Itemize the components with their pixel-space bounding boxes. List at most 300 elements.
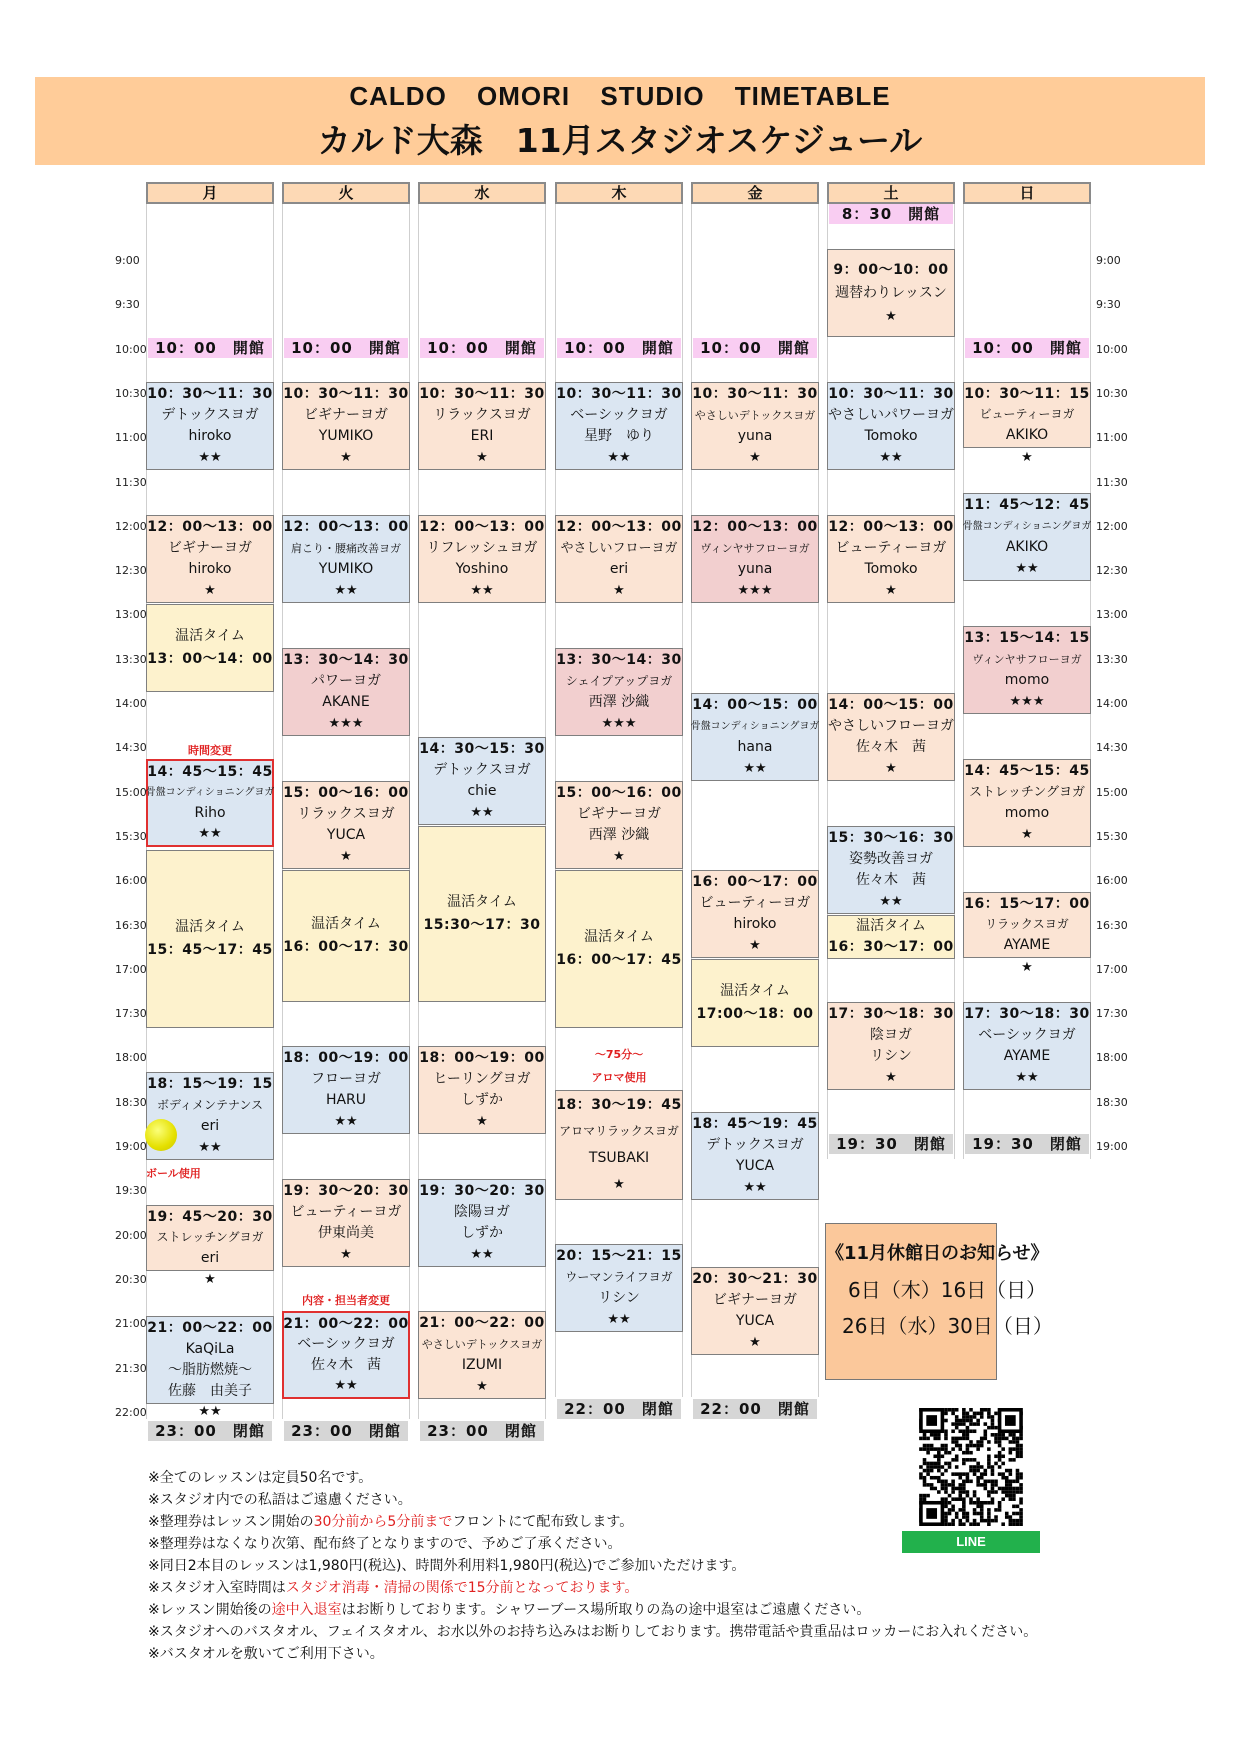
class-instructor: 佐々木 茜 xyxy=(311,1356,381,1373)
note-line: ※全てのレッスンは定員50名です。 xyxy=(148,1470,373,1486)
class-stars: ★ xyxy=(613,1177,625,1193)
class-time: 14：30～15：30 xyxy=(419,741,545,757)
class-time: 21：00～22：00 xyxy=(283,1315,409,1332)
title-japanese: カルド大森 11月スタジオスケジュール xyxy=(317,121,923,160)
time-label: 12:30 xyxy=(1096,564,1128,578)
class-stars: ★★ xyxy=(743,1180,767,1195)
time-label: 13:30 xyxy=(115,652,147,666)
class-time: 16：15～17：00 xyxy=(964,895,1090,912)
class-instructor: yuna xyxy=(737,428,773,444)
warm-time-block xyxy=(282,870,410,1002)
class-card[interactable] xyxy=(418,1311,546,1399)
class-name: デトックスヨガ xyxy=(706,1137,804,1153)
class-stars: ★★ xyxy=(198,1140,222,1155)
class-card[interactable] xyxy=(418,382,546,470)
class-subtitle: ～脂肪燃焼～ xyxy=(168,1362,252,1378)
class-instructor: Tomoko xyxy=(864,561,918,577)
time-label: 10:00 xyxy=(115,342,147,356)
class-card[interactable] xyxy=(282,648,410,736)
class-instructor: AKIKO xyxy=(1005,427,1049,444)
class-time: 15：30～16：30 xyxy=(828,830,954,846)
warm-time-label: 温活タイム xyxy=(175,919,245,935)
class-instructor: リシン xyxy=(870,1048,912,1064)
class-time: 10：30～11：30 xyxy=(419,386,545,402)
class-stars: ★ xyxy=(749,938,761,953)
class-stars: ★ xyxy=(476,450,488,465)
class-card[interactable] xyxy=(418,515,546,603)
class-stars: ★ xyxy=(885,308,897,324)
time-label: 16:00 xyxy=(1096,874,1128,888)
class-card[interactable] xyxy=(691,1112,819,1200)
class-stars: ★★ xyxy=(1015,1070,1039,1085)
time-label: 17:30 xyxy=(115,1007,147,1021)
class-card[interactable] xyxy=(282,515,410,603)
time-label: 16:00 xyxy=(115,874,147,888)
warm-time-label: 温活タイム xyxy=(311,916,381,932)
class-name: 骨盤コンディショニングヨガ xyxy=(962,521,1092,532)
class-time: 10：30～11：30 xyxy=(828,386,954,402)
class-stars: ★ xyxy=(885,583,897,598)
class-instructor: AYAME xyxy=(1003,1048,1051,1064)
class-stars: ★ xyxy=(613,583,625,598)
time-label: 12:00 xyxy=(1096,519,1128,533)
class-name: やさしいデトックスヨガ xyxy=(421,1338,543,1351)
notes-section xyxy=(148,1467,1037,1665)
class-instructor: TSUBAKI xyxy=(588,1149,650,1166)
class-instructor: Yoshino xyxy=(455,561,509,577)
class-card[interactable] xyxy=(963,1002,1091,1090)
class-card[interactable] xyxy=(963,493,1091,581)
time-label: 10:30 xyxy=(115,386,147,400)
class-instructor: hiroko xyxy=(188,428,232,444)
note-line: ※整理券はレッスン開始の30分前から5分前までフロントにて配布致します。 xyxy=(148,1514,634,1530)
class-instructor: hiroko xyxy=(733,916,777,932)
class-name: 陰陽ヨガ xyxy=(454,1204,510,1220)
notice-line-1: 6日（木）16日（日） xyxy=(848,1278,1047,1302)
day-header-fri: 金 xyxy=(691,182,819,204)
class-time: 15：00～16：00 xyxy=(283,785,409,801)
mon-close-tag: 23：00 閉館 xyxy=(148,1421,272,1441)
class-stars: ★★ xyxy=(198,1404,222,1419)
class-card[interactable] xyxy=(963,759,1091,847)
time-label: 13:30 xyxy=(1096,652,1128,666)
class-name: 姿勢改善ヨガ xyxy=(849,851,933,867)
class-instructor: 星野 ゆり xyxy=(584,428,654,444)
thu-open-tag: 10：00 開館 xyxy=(557,338,681,358)
class-time: 18：00～19：00 xyxy=(283,1050,409,1066)
class-name: ベーシックヨガ xyxy=(570,407,668,423)
class-card[interactable] xyxy=(691,693,819,781)
class-stars: ★ xyxy=(885,1070,897,1085)
class-time: 16：00～17：00 xyxy=(692,874,818,890)
fri-close-tag: 22：00 閉館 xyxy=(693,1399,817,1419)
class-name: リラックスヨガ xyxy=(433,407,531,423)
class-instructor: IZUMI xyxy=(461,1357,503,1373)
class-stars: ★ xyxy=(204,583,216,598)
class-time: 14：45～15：45 xyxy=(147,763,273,780)
class-card[interactable] xyxy=(555,1244,683,1332)
thu-close-tag: 22：00 閉館 xyxy=(557,1399,681,1419)
class-instructor: hana xyxy=(737,739,773,755)
warm-time-block xyxy=(146,850,274,1028)
class-name: ストレッチングヨガ xyxy=(156,1230,264,1245)
class-card[interactable] xyxy=(963,626,1091,714)
class-card[interactable] xyxy=(827,826,955,914)
class-card[interactable] xyxy=(555,781,683,869)
time-label: 9:00 xyxy=(1096,254,1121,267)
class-instructor: hiroko xyxy=(188,561,232,577)
class-time: 17：30～18：30 xyxy=(964,1006,1090,1022)
class-stars: ★ xyxy=(1021,960,1033,975)
class-time: 10：30～11：30 xyxy=(147,386,273,402)
time-label: 15:30 xyxy=(115,829,147,843)
class-name: ボディメンテナンス xyxy=(156,1098,264,1112)
class-instructor: YUMIKO xyxy=(318,428,374,444)
line-button[interactable]: LINE xyxy=(902,1531,1040,1553)
warm-time-range: 17:00～18：00 xyxy=(696,1006,814,1022)
warm-time-range: 16：30～17：00 xyxy=(828,939,954,955)
class-instructor: 佐藤 由美子 xyxy=(168,1383,252,1399)
class-name: ビューティーヨガ xyxy=(699,895,811,911)
class-instructor: Riho xyxy=(194,804,226,821)
warm-time-label: 温活タイム xyxy=(175,628,245,644)
class-instructor: AKANE xyxy=(322,694,370,710)
class-card[interactable] xyxy=(555,515,683,603)
sat-close-tag: 19：30 閉館 xyxy=(829,1134,953,1154)
header-banner xyxy=(35,77,1205,165)
time-label: 17:00 xyxy=(115,962,147,976)
class-name: ビギナーヨガ xyxy=(577,806,661,822)
time-label: 21:30 xyxy=(115,1361,147,1375)
class-card[interactable] xyxy=(282,1311,410,1399)
sun-open-tag: 10：00 開館 xyxy=(965,338,1089,358)
class-card[interactable] xyxy=(282,382,410,470)
notice-line-2: 26日（水）30日（日） xyxy=(842,1314,1053,1338)
class-card[interactable] xyxy=(691,515,819,603)
class-card[interactable] xyxy=(827,693,955,781)
class-stars: ★ xyxy=(749,450,761,465)
time-label: 10:30 xyxy=(1096,386,1128,400)
time-label: 21:00 xyxy=(115,1317,147,1331)
warm-time-block xyxy=(691,959,819,1047)
time-label: 16:30 xyxy=(1096,918,1128,932)
class-name: リフレッシュヨガ xyxy=(426,540,538,556)
class-stars: ★ xyxy=(340,450,352,465)
time-label: 9:00 xyxy=(115,254,140,267)
time-label: 12:00 xyxy=(115,519,147,533)
class-instructor: リシン xyxy=(598,1290,640,1306)
time-label: 17:00 xyxy=(1096,962,1128,976)
class-time: 9：00～10：00 xyxy=(833,261,949,278)
class-instructor: eri xyxy=(200,1118,220,1134)
day-header-mon: 月 xyxy=(146,182,274,204)
class-instructor: HARU xyxy=(325,1092,367,1108)
class-name: ビギナーヨガ xyxy=(304,407,388,423)
class-card[interactable] xyxy=(146,759,274,847)
day-header-sun: 日 xyxy=(963,182,1091,204)
class-card[interactable] xyxy=(282,781,410,869)
class-stars: ★ xyxy=(613,849,625,864)
class-stars: ★★ xyxy=(879,894,903,909)
class-time: 13：30～14：30 xyxy=(556,652,682,668)
time-label: 10:00 xyxy=(1096,342,1128,356)
time-label: 18:00 xyxy=(115,1051,147,1065)
class-instructor: eri xyxy=(609,561,629,577)
class-name: ベーシックヨガ xyxy=(978,1027,1076,1043)
class-time: 21：00～22：00 xyxy=(419,1315,545,1331)
class-card[interactable] xyxy=(555,1090,683,1200)
class-time: 12：00～13：00 xyxy=(692,519,818,535)
class-name: KaQiLa xyxy=(185,1341,235,1357)
day-header-thu: 木 xyxy=(555,182,683,204)
class-time: 12：00～13：00 xyxy=(556,519,682,535)
class-time: 10：30～11：30 xyxy=(283,386,409,402)
day-header-tue: 火 xyxy=(282,182,410,204)
class-time: 14：00～15：00 xyxy=(828,697,954,713)
time-label: 11:00 xyxy=(1096,431,1128,445)
class-stars: ★★ xyxy=(1015,561,1039,576)
warm-time-label: 温活タイム xyxy=(447,894,517,910)
class-time: 12：00～13：00 xyxy=(419,519,545,535)
time-label: 18:00 xyxy=(1096,1051,1128,1065)
class-name: デトックスヨガ xyxy=(433,762,531,778)
class-name: ストレッチングヨガ xyxy=(969,785,1085,800)
note-line: ※スタジオへのバスタオル、フェイスタオル、お水以外のお持ち込みはお断りしております。携帯電話や貴重品はロッカーにお入れください。 xyxy=(148,1624,1038,1640)
class-time: 12：00～13：00 xyxy=(147,519,273,535)
closure-notice xyxy=(825,1223,1053,1380)
class-instructor: momo xyxy=(1004,805,1050,821)
class-stars: ★ xyxy=(476,1114,488,1129)
class-card[interactable] xyxy=(827,249,955,337)
class-card[interactable] xyxy=(827,382,955,470)
note-line: ※整理券はなくなり次第、配布終了となりますので、予めご了承ください。 xyxy=(148,1536,622,1552)
notice-title: 《11月休館日のお知らせ》 xyxy=(826,1243,1049,1264)
class-name: ヴィンヤサフローヨガ xyxy=(972,653,1082,666)
ball-icon xyxy=(145,1119,177,1151)
warm-time-label: 温活タイム xyxy=(856,918,926,934)
class-card[interactable] xyxy=(827,1002,955,1090)
time-label: 11:00 xyxy=(115,431,147,445)
class-time: 14：00～15：00 xyxy=(692,697,818,713)
class-stars: ★ xyxy=(1021,450,1033,465)
warm-time-block xyxy=(555,870,683,1028)
class-name: ベーシックヨガ xyxy=(297,1336,395,1353)
time-label: 14:30 xyxy=(1096,741,1128,755)
class-instructor: YUCA xyxy=(735,1158,775,1174)
class-card[interactable] xyxy=(146,382,274,470)
class-card[interactable] xyxy=(555,648,683,736)
class-time: 20：30～21：30 xyxy=(692,1271,818,1287)
time-label: 9:30 xyxy=(115,298,140,312)
class-card[interactable] xyxy=(963,382,1091,448)
class-name: ビューティーヨガ xyxy=(835,540,947,556)
class-name: ビューティーヨガ xyxy=(290,1204,402,1220)
time-label: 22:00 xyxy=(115,1405,147,1419)
class-stars: ★ xyxy=(340,1247,352,1262)
class-instructor: AKIKO xyxy=(1005,539,1049,555)
class-instructor: YUCA xyxy=(735,1313,775,1329)
wed-open-tag: 10：00 開館 xyxy=(420,338,544,358)
class-stars: ★★ xyxy=(607,1312,631,1327)
class-stars: ★★★ xyxy=(601,716,637,731)
class-time: 11：45～12：45 xyxy=(964,497,1090,513)
class-instructor: しずか xyxy=(461,1225,503,1241)
note-line: ※スタジオ内での私語はご遠慮ください。 xyxy=(148,1492,412,1508)
class-card[interactable] xyxy=(282,1179,410,1267)
class-name: ビューティーヨガ xyxy=(979,407,1075,422)
class-name: やさしいデトックスヨガ xyxy=(694,409,816,422)
class-card[interactable] xyxy=(146,515,274,603)
class-name: 骨盤コンディショニングヨガ xyxy=(145,787,275,799)
mon-open-tag: 10：00 開館 xyxy=(148,338,272,358)
time-label: 17:30 xyxy=(1096,1007,1128,1021)
class-stars: ★★ xyxy=(470,583,494,598)
class-time: 18：15～19：15 xyxy=(147,1076,273,1092)
class-instructor: しずか xyxy=(461,1092,503,1108)
class-time: 10：30～11：30 xyxy=(692,386,818,402)
time-label: 12:30 xyxy=(115,564,147,578)
class-name: やさしいフローヨガ xyxy=(828,718,954,734)
class-card[interactable] xyxy=(418,1046,546,1134)
warm-time-range: 16：00～17：30 xyxy=(283,939,409,955)
class-name: 肩こり・腰痛改善ヨガ xyxy=(291,542,401,555)
warm-time-block xyxy=(418,826,546,1002)
class-time: 19：45～20：30 xyxy=(147,1208,273,1225)
class-card[interactable] xyxy=(146,1205,274,1271)
class-instructor: 西澤 沙織 xyxy=(588,827,650,843)
day-header-wed: 水 xyxy=(418,182,546,204)
time-label: 16:30 xyxy=(115,918,147,932)
class-stars: ★★ xyxy=(743,761,767,776)
time-label: 13:00 xyxy=(1096,608,1128,622)
class-name: やさしいフローヨガ xyxy=(560,541,678,556)
class-name: ビギナーヨガ xyxy=(713,1292,797,1308)
warm-time-block xyxy=(827,915,955,959)
class-card[interactable] xyxy=(555,382,683,470)
class-card[interactable] xyxy=(963,892,1091,958)
class-instructor: yuna xyxy=(737,561,773,577)
note-highlight: 途中入退室 xyxy=(271,1602,342,1618)
class-stars: ★ xyxy=(749,1335,761,1350)
class-name: パワーヨガ xyxy=(311,673,381,689)
title-english: CALDO OMORI STUDIO TIMETABLE xyxy=(349,81,891,111)
class-instructor: YUCA xyxy=(326,827,366,843)
time-label: 9:30 xyxy=(1096,298,1121,312)
class-time: 19：30～20：30 xyxy=(283,1183,409,1199)
class-time: 10：30～11：15 xyxy=(964,385,1090,402)
class-name: ウーマンライフヨガ xyxy=(565,1270,673,1284)
ball-note: ボール使用 xyxy=(146,1167,201,1180)
class-stars: ★★★ xyxy=(737,583,773,598)
class-time: 10：30～11：30 xyxy=(556,386,682,402)
class-name: ビギナーヨガ xyxy=(168,540,252,556)
class-card[interactable] xyxy=(691,1267,819,1355)
time-change-note: 時間変更 xyxy=(188,744,232,757)
class-time: 18：45～19：45 xyxy=(692,1116,818,1132)
time-label: 14:00 xyxy=(115,697,147,710)
class-instructor: ERI xyxy=(470,428,494,444)
class-time: 18：30～19：45 xyxy=(556,1096,682,1113)
class-instructor: 佐々木 茜 xyxy=(856,872,926,888)
class-card[interactable] xyxy=(827,515,955,603)
class-card[interactable] xyxy=(146,1316,274,1404)
class-name: フローヨガ xyxy=(311,1071,381,1087)
wed-close-tag: 23：00 閉館 xyxy=(420,1421,544,1441)
class-card[interactable] xyxy=(691,382,819,470)
class-instructor: 伊東尚美 xyxy=(318,1225,374,1241)
class-instructor: eri xyxy=(200,1250,220,1267)
sat-open-tag: 8：30 開館 xyxy=(829,204,953,224)
time-label: 14:00 xyxy=(1096,697,1128,710)
time-label: 15:00 xyxy=(115,785,147,799)
class-stars: ★★ xyxy=(470,1247,494,1262)
class-card[interactable] xyxy=(691,870,819,958)
class-stars: ★★ xyxy=(334,1114,358,1129)
class-stars: ★★ xyxy=(879,450,903,465)
tue-close-tag: 23：00 閉館 xyxy=(284,1421,408,1441)
class-stars: ★ xyxy=(1021,827,1033,842)
class-time: 12：00～13：00 xyxy=(283,519,409,535)
time-label: 19:30 xyxy=(115,1184,147,1198)
class-card[interactable] xyxy=(418,1179,546,1267)
time-label: 15:30 xyxy=(1096,829,1128,843)
class-card[interactable] xyxy=(418,737,546,825)
note-highlight: 30分前から5分前まで xyxy=(313,1514,453,1530)
class-name: ヴィンヤサフローヨガ xyxy=(700,542,810,555)
class-stars: ★★★ xyxy=(328,716,364,731)
class-instructor: Tomoko xyxy=(864,428,918,444)
duration-note: ～75分～ xyxy=(594,1048,644,1061)
class-name: デトックスヨガ xyxy=(161,407,259,423)
note-line: ※同日2本目のレッスンは1,980円(税込)、時間外利用料1,980円(税込)でご参加いただけます。 xyxy=(148,1558,746,1574)
class-instructor: 佐々木 茜 xyxy=(856,739,926,755)
time-label: 20:00 xyxy=(115,1228,147,1242)
class-instructor: AYAME xyxy=(1003,937,1051,954)
class-name: リラックスヨガ xyxy=(985,917,1069,932)
class-stars: ★★ xyxy=(470,805,494,820)
time-label: 19:00 xyxy=(115,1140,147,1153)
time-label: 15:00 xyxy=(1096,785,1128,799)
time-label: 11:30 xyxy=(1096,475,1128,489)
class-name: 週替わりレッスン xyxy=(835,284,947,301)
class-stars: ★★ xyxy=(198,450,222,465)
class-instructor: YUMIKO xyxy=(318,561,374,577)
class-time: 12：00～13：00 xyxy=(828,519,954,535)
note-highlight: スタジオ消毒・清掃の関係で15分前となっております。 xyxy=(285,1580,639,1596)
class-card[interactable] xyxy=(282,1046,410,1134)
class-time: 15：00～16：00 xyxy=(556,785,682,801)
class-stars: ★★ xyxy=(607,450,631,465)
warm-time-block xyxy=(146,604,274,692)
time-label: 18:30 xyxy=(1096,1095,1128,1109)
time-label: 19:00 xyxy=(1096,1140,1128,1153)
class-instructor: momo xyxy=(1004,672,1050,688)
class-name: アロマリラックスヨガ xyxy=(559,1124,679,1139)
warm-time-range: 15:30～17：30 xyxy=(423,917,541,933)
time-label: 13:00 xyxy=(115,608,147,622)
note-line: ※レッスン開始後の途中入退室はお断りしております。シャワーブース場所取りの為の途中退室はご遠慮ください。 xyxy=(148,1602,871,1618)
class-time: 13：15～14：15 xyxy=(964,630,1090,646)
class-stars: ★ xyxy=(204,1272,216,1287)
class-time: 17：30～18：30 xyxy=(828,1006,954,1022)
class-time: 21：00～22：00 xyxy=(147,1320,273,1336)
class-stars: ★ xyxy=(476,1379,488,1394)
class-stars: ★★ xyxy=(334,583,358,598)
class-time: 13：30～14：30 xyxy=(283,652,409,668)
class-name: 陰ヨガ xyxy=(870,1027,912,1043)
class-instructor: chie xyxy=(467,783,497,799)
sun-close-tag: 19：30 閉館 xyxy=(965,1134,1089,1154)
